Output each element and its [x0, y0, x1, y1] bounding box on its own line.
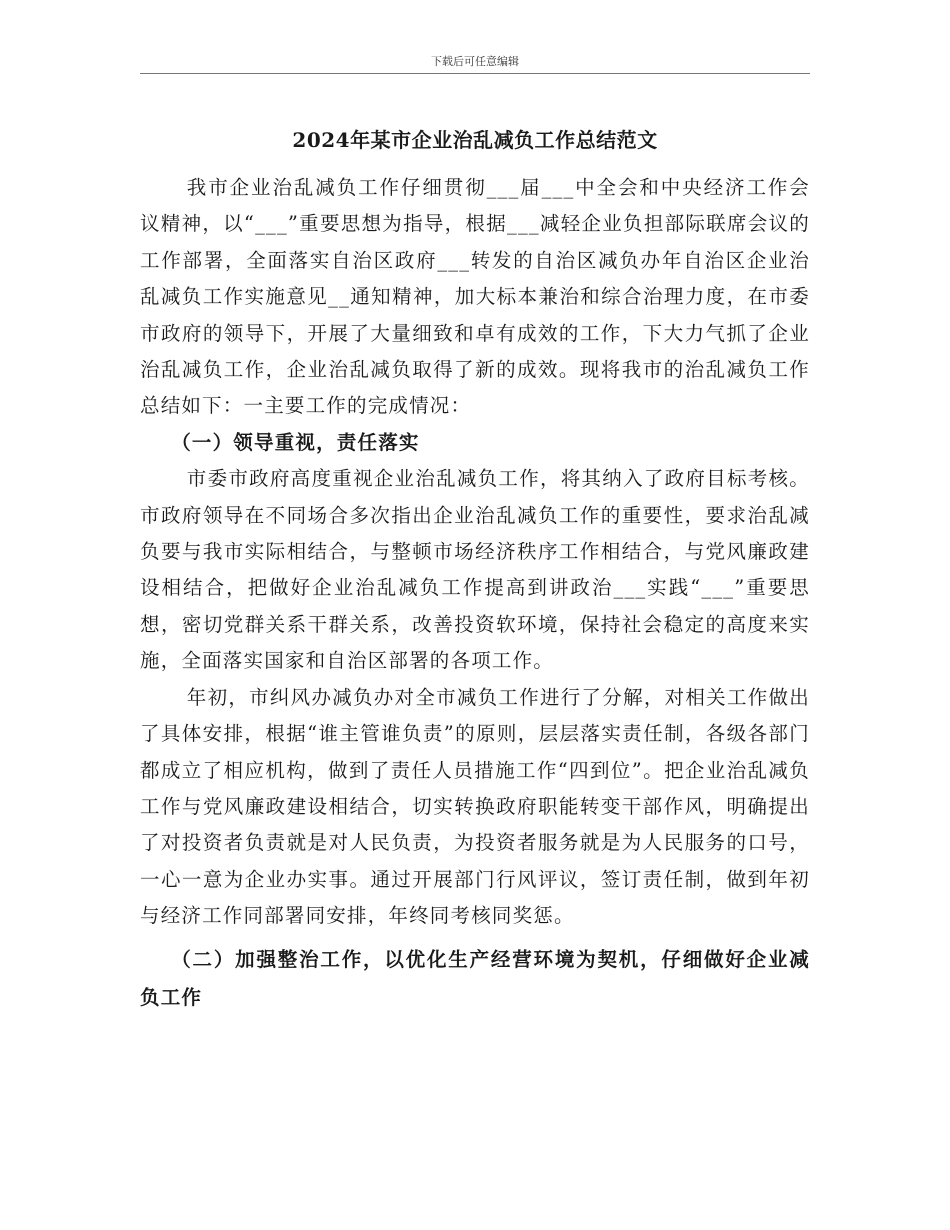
- paragraph-leadership: 市委市政府高度重视企业治乱减负工作，将其纳入了政府目标考核。市政府领导在不同场合多次指出企业治乱减负工作的重要性，要求治乱减负要与我市实际相结合，与整顿市场经济秩序工作相结合，与党风廉政建设相结合，把做好企业治乱减负工作提高到讲政治___实践“___”重要思想，密切党群关系干群关系，改善投资软环境，保持社会稳定的高度来实施，全面落实国家和自治区部署的各项工作。: [140, 467, 810, 673]
- paragraph-intro: 我市企业治乱减负工作仔细贯彻___届___中全会和中央经济工作会议精神，以“___”重要思想为指导，根据___减轻企业负担部际联席会议的工作部署，全面落实自治区政府___转发的自治区减负办年自治区企业治乱减负工作实施意见__通知精神，加大标本兼治和综合治理力度，在市委市政府的领导下，开展了大量细致和卓有成效的工作，下大力气抓了企业治乱减负工作，企业治乱减负取得了新的成效。现将我市的治乱减负工作总结如下：一主要工作的完成情况：: [140, 176, 810, 418]
- header-note: 下载后可任意编辑: [431, 55, 519, 68]
- paragraph-responsibility: 年初，市纠风办减负办对全市减负工作进行了分解，对相关工作做出了具体安排，根据“谁主管谁负责”的原则，层层落实责任制，各级各部门都成立了相应机构，做到了责任人员措施工作“四到位”。把企业治乱减负工作与党风廉政建设相结合，切实转换政府职能转变干部作风，明确提出了对投资者负责就是对人民负责，为投资者服务就是为人民服务的口号，一心一意为企业办实事。通过开展部门行风评议，签订责任制，做到年初与经济工作同部署同安排，年终同考核同奖惩。: [140, 685, 810, 928]
- section-heading-2: （二）加强整治工作，以优化生产经营环境为契机，仔细做好企业减负工作: [140, 947, 810, 1009]
- section-heading-1: （一）领导重视，责任落实: [171, 430, 420, 454]
- document-title: 2024年某市企业治乱减负工作总结范文: [292, 128, 658, 152]
- document-body: [140, 170, 810, 1017]
- header-divider: [140, 73, 810, 74]
